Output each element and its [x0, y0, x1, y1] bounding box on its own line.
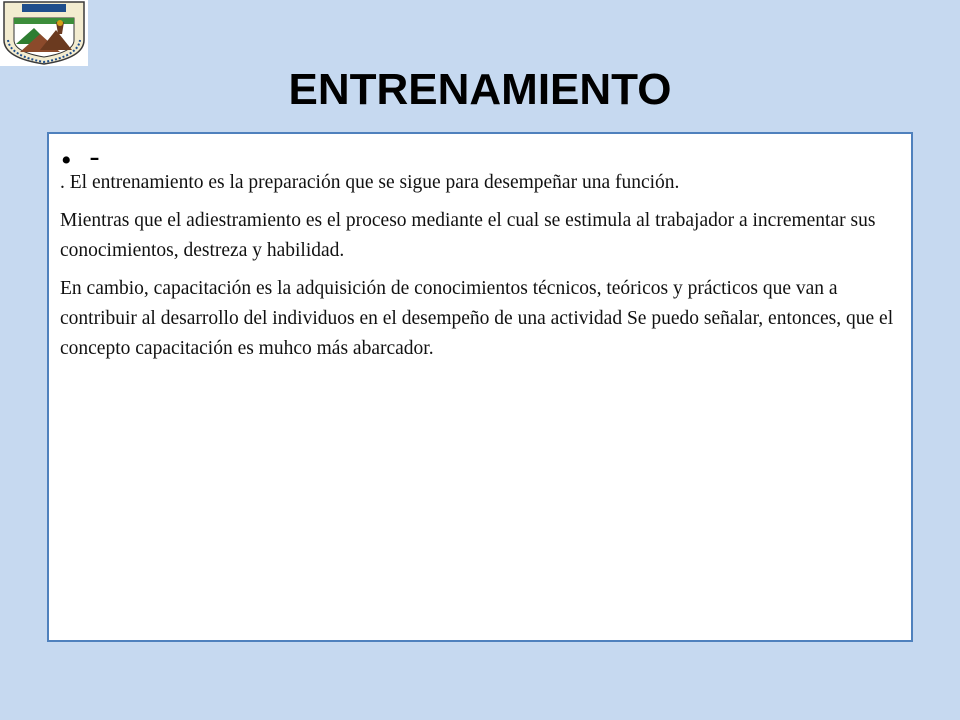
paragraph-entrenamiento: . El entrenamiento es la preparación que se sigue para desempeñar una función. — [60, 172, 680, 193]
slide-title: ENTRENAMIENTO — [288, 65, 672, 114]
bullet-icon: • — [61, 144, 72, 177]
university-logo — [0, 0, 88, 66]
paragraph-adiestramiento: Mientras que el adiestramiento es el proceso mediante el cual se estimula al trabajador a incrementar sus conocimientos, destreza y habilidad. — [60, 210, 876, 261]
content-box — [47, 132, 913, 642]
paragraph-capacitacion: En cambio, capacitación es la adquisición de conocimientos técnicos, teóricos y prácticos que van a contribuir al desarrollo del individuos en el desempeño de una actividad Se puedo señalar, entonces, que el concepto capacitación es muhco más abarcador. — [60, 278, 894, 359]
body-text — [60, 168, 895, 372]
bullet-dash: - — [89, 140, 100, 173]
university-seal-icon — [0, 0, 88, 66]
